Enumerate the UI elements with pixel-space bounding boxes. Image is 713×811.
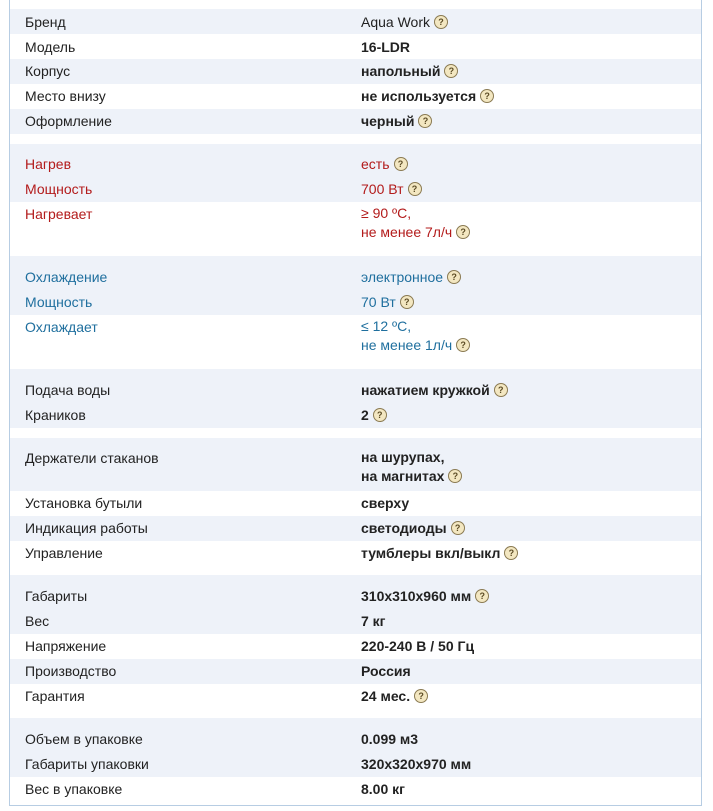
- spec-row-heating: [10, 152, 701, 178]
- help-icon[interactable]: ?: [504, 546, 518, 560]
- spec-label: Вес в упаковке: [25, 781, 123, 797]
- spec-value-text: на магнитах: [361, 468, 445, 484]
- specs-table: [9, 0, 702, 806]
- spec-value: [361, 61, 458, 81]
- spec-row-model: [10, 34, 701, 59]
- help-icon[interactable]: ?: [418, 114, 432, 128]
- spec-label: Нагревает: [25, 206, 93, 222]
- spec-label: Охлаждает: [25, 319, 98, 335]
- spec-label: Бренд: [25, 14, 66, 30]
- help-icon[interactable]: ?: [408, 182, 422, 196]
- spec-value-line: [361, 467, 462, 486]
- spec-value: 0.099 м3: [361, 731, 419, 747]
- spec-value: [361, 380, 508, 400]
- spec-value: [361, 686, 428, 706]
- spec-value: Россия: [361, 663, 411, 679]
- spec-value: [361, 12, 448, 32]
- spec-row-voltage: [10, 634, 701, 659]
- help-icon[interactable]: ?: [451, 521, 465, 535]
- spec-value: сверху: [361, 495, 410, 511]
- spec-label: Держатели стаканов: [25, 450, 159, 466]
- help-icon[interactable]: ?: [414, 689, 428, 703]
- spec-value: [361, 179, 422, 199]
- spec-value: [361, 267, 461, 287]
- spec-label: Индикация работы: [25, 520, 148, 536]
- spec-value-text: 700 Вт: [361, 181, 404, 197]
- spec-row-package-volume: [10, 727, 701, 752]
- help-icon[interactable]: ?: [394, 157, 408, 171]
- spec-value: [361, 154, 408, 174]
- spec-label: Гарантия: [25, 688, 85, 704]
- spec-value-text: не менее 1л/ч: [361, 337, 453, 353]
- spec-value: 7 кг: [361, 613, 386, 629]
- spec-row-bottom-space: [10, 84, 701, 109]
- spec-row-design: [10, 109, 701, 134]
- spec-label: Установка бутыли: [25, 495, 143, 511]
- spec-value: [361, 518, 465, 538]
- spec-value: [361, 317, 470, 355]
- spec-row-control: [10, 541, 701, 566]
- spec-row-weight: [10, 609, 701, 634]
- help-icon[interactable]: ?: [400, 295, 414, 309]
- spec-label: Производство: [25, 663, 117, 679]
- spec-value-text: черный: [361, 113, 415, 129]
- spec-value: [361, 292, 414, 312]
- spec-row-cool-power: [10, 291, 701, 315]
- spec-value: 16-LDR: [361, 39, 411, 55]
- spec-row-package-weight: [10, 777, 701, 802]
- help-icon[interactable]: ?: [448, 469, 462, 483]
- spec-label: Вес: [25, 613, 50, 629]
- spec-label: Подача воды: [25, 382, 111, 398]
- spec-label: Управление: [25, 545, 103, 561]
- spec-value-text: не менее 7л/ч: [361, 224, 453, 240]
- spec-label: Место внизу: [25, 88, 106, 104]
- help-icon[interactable]: ?: [447, 270, 461, 284]
- help-icon[interactable]: ?: [456, 225, 470, 239]
- spec-row-brand: [10, 9, 701, 34]
- help-icon[interactable]: ?: [444, 64, 458, 78]
- spec-value-text: не используется: [361, 88, 477, 104]
- spec-value-text: 70 Вт: [361, 294, 396, 310]
- spec-row-cools: [10, 315, 701, 359]
- spec-row-body: [10, 59, 701, 84]
- spec-label: Габариты: [25, 588, 88, 604]
- spec-label: Мощность: [25, 294, 93, 310]
- help-icon[interactable]: ?: [373, 408, 387, 422]
- spec-value-text: есть: [361, 156, 390, 172]
- spec-label: Объем в упаковке: [25, 731, 143, 747]
- spec-row-taps: [10, 403, 701, 428]
- spec-row-heats: [10, 202, 701, 246]
- spec-row-package-dimensions: [10, 752, 701, 777]
- spec-value: 320x320x970 мм: [361, 756, 472, 772]
- spec-label: Напряжение: [25, 638, 107, 654]
- spec-value: [361, 204, 470, 242]
- spec-value-line: на шурупах,: [361, 449, 445, 465]
- spec-row-dispense: [10, 378, 701, 403]
- spec-label: Модель: [25, 39, 76, 55]
- spec-value-line: ≥ 90 ºС,: [361, 205, 412, 221]
- spec-value-line: ≤ 12 ºС,: [361, 318, 412, 334]
- spec-value: [361, 586, 489, 606]
- spec-value: 8.00 кг: [361, 781, 405, 797]
- spec-label: Мощность: [25, 181, 93, 197]
- help-icon[interactable]: ?: [480, 89, 494, 103]
- help-icon[interactable]: ?: [475, 589, 489, 603]
- spec-label: Охлаждение: [25, 269, 108, 285]
- spec-value-text: тумблеры вкл/выкл: [361, 545, 501, 561]
- spec-value-line: [361, 223, 470, 242]
- spec-value: [361, 111, 432, 131]
- spec-row-bottle-install: [10, 491, 701, 516]
- spec-value-text: нажатием кружкой: [361, 382, 490, 398]
- spec-value-text: напольный: [361, 63, 441, 79]
- spec-value-text: 310x310x960 мм: [361, 588, 472, 604]
- spec-row-dimensions: [10, 584, 701, 609]
- spec-label: Краников: [25, 407, 86, 423]
- spec-value-text: электронное: [361, 269, 444, 285]
- help-icon[interactable]: ?: [494, 383, 508, 397]
- spec-label: Нагрев: [25, 156, 72, 172]
- spec-value-text: Aqua Work: [361, 14, 430, 30]
- spec-value: [361, 448, 462, 486]
- spec-row-indication: [10, 516, 701, 541]
- spec-value-text: 24 мес.: [361, 688, 411, 704]
- help-icon[interactable]: ?: [456, 338, 470, 352]
- spec-label: Оформление: [25, 113, 112, 129]
- spec-value: 220-240 В / 50 Гц: [361, 638, 475, 654]
- help-icon[interactable]: ?: [434, 15, 448, 29]
- spec-row-cooling: [10, 265, 701, 291]
- spec-row-warranty: [10, 684, 701, 709]
- spec-value: [361, 405, 387, 425]
- spec-row-heat-power: [10, 178, 701, 202]
- spec-value-text: 2: [361, 407, 369, 423]
- spec-row-origin: [10, 659, 701, 684]
- spec-value-line: [361, 336, 470, 355]
- spec-value: [361, 543, 518, 563]
- spec-row-holders: [10, 438, 701, 491]
- spec-label: Габариты упаковки: [25, 756, 149, 772]
- spec-value-text: светодиоды: [361, 520, 447, 536]
- spec-label: Корпус: [25, 63, 71, 79]
- spec-value: [361, 86, 494, 106]
